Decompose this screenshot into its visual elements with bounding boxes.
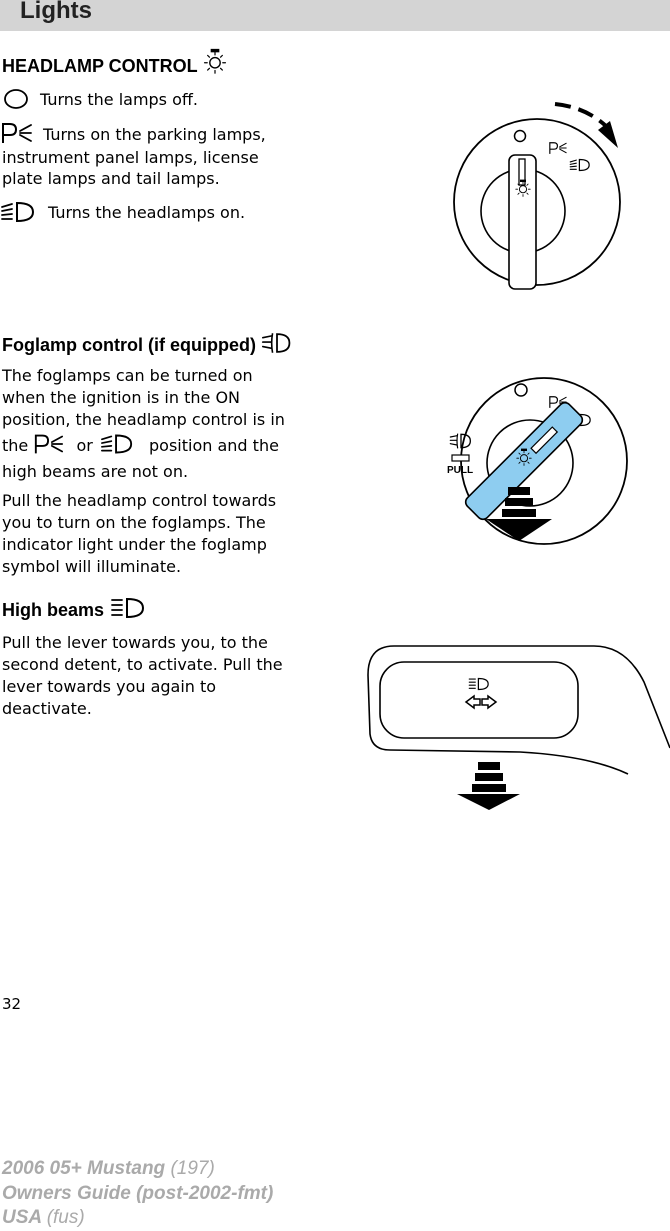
- footer-model-code: (197): [170, 1158, 215, 1179]
- headlamp-beam-icon: [100, 432, 134, 456]
- page-number: 32: [2, 995, 22, 1013]
- headlamp-switch-figure: [410, 95, 660, 295]
- high-beams-line3: lever towards you again to: [2, 677, 217, 696]
- footer-line1: [2, 1158, 215, 1180]
- foglamp-title: Foglamp control (if equipped): [2, 335, 256, 355]
- foglamp-para1-line4: [2, 436, 279, 456]
- foglamp-heading: [2, 335, 293, 356]
- foglamp-indicator-light: [452, 455, 469, 461]
- headlamp-control-heading: [2, 56, 228, 77]
- section-title: Lights: [20, 0, 92, 24]
- off-circle-icon: [3, 88, 29, 110]
- footer-line2: Owners Guide (post-2002-fmt): [2, 1183, 274, 1204]
- foglamp-para2-line2: you to turn on the foglamps. The: [2, 513, 266, 532]
- foglamp-para2-line4: symbol will illuminate.: [2, 557, 182, 576]
- foglamp-para1-line5: high beams are not on.: [2, 462, 189, 481]
- footer-line3: [2, 1207, 85, 1229]
- multifunction-lever-figure: [360, 640, 670, 815]
- header-bar: [0, 0, 670, 31]
- high-beams-line4: deactivate.: [2, 699, 92, 718]
- foglamp-para2-line1: Pull the headlamp control towards: [2, 491, 277, 510]
- foglamp-para1-line2: when the ignition is in the ON: [2, 388, 241, 407]
- text-position: position and the: [149, 436, 279, 455]
- parking-lamp-icon: [0, 121, 34, 145]
- footer-market: USA: [2, 1207, 42, 1228]
- foglamp-icon: [261, 331, 293, 355]
- high-beams-line2: second detent, to activate. Pull the: [2, 655, 283, 674]
- footer-market-code: (fus): [46, 1207, 85, 1228]
- headlamp-sun-icon: [202, 48, 228, 74]
- parking-text-line3: plate lamps and tail lamps.: [2, 169, 220, 188]
- foglamp-para1-line1: The foglamps can be turned on: [2, 366, 253, 385]
- high-beams-heading: [2, 600, 147, 621]
- headlamp-beam-icon: [0, 200, 36, 224]
- lever-grip[interactable]: [380, 662, 578, 738]
- rotation-arrow-head: [598, 121, 618, 148]
- footer-model: 2006 05+ Mustang: [2, 1158, 166, 1179]
- headlamp-control-title: HEADLAMP CONTROL: [2, 56, 198, 76]
- high-beam-icon: [109, 596, 147, 620]
- high-beams-title: High beams: [2, 600, 105, 620]
- text-or: or: [76, 436, 93, 455]
- parking-text-line2: instrument panel lamps, license: [2, 148, 259, 167]
- high-beams-line1: Pull the lever towards you, to the: [2, 633, 268, 652]
- foglamp-para1-line3: position, the headlamp control is in: [2, 410, 285, 429]
- headlamps-text: Turns the headlamps on.: [48, 203, 246, 222]
- off-text: Turns the lamps off.: [40, 90, 198, 109]
- pull-lever-arrow: [457, 762, 520, 810]
- foglamp-para2-line3: indicator light under the foglamp: [2, 535, 267, 554]
- text-the: the: [2, 436, 29, 455]
- parking-lamp-icon: [33, 432, 65, 456]
- pull-label: PULL: [447, 465, 474, 476]
- foglamp-switch-figure: [420, 360, 660, 550]
- parking-text-line1: Turns on the parking lamps,: [43, 125, 266, 144]
